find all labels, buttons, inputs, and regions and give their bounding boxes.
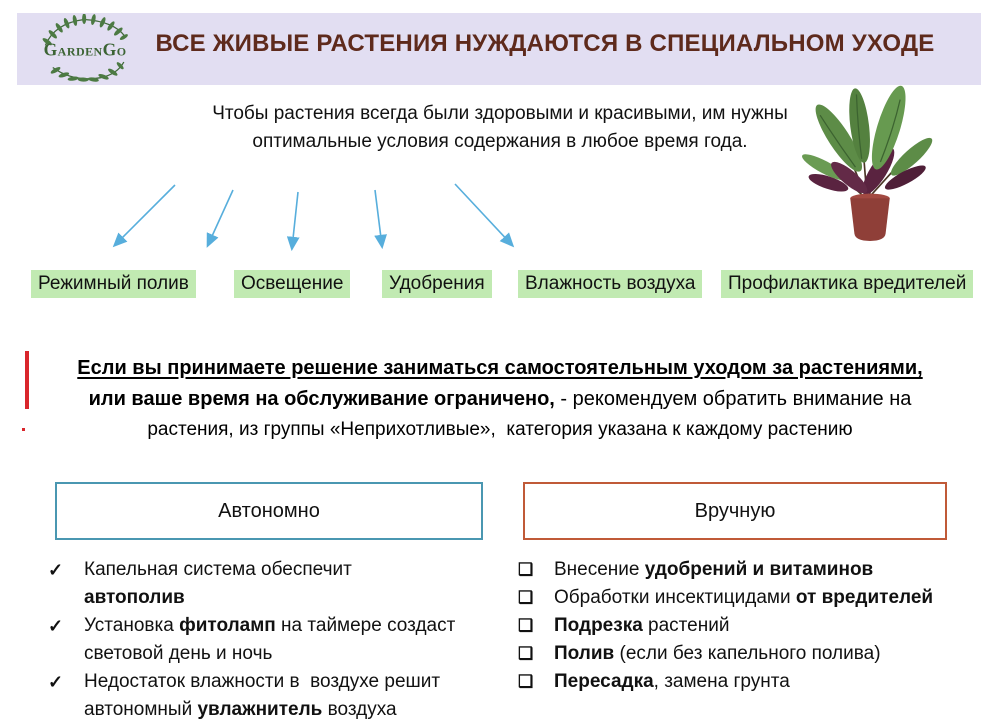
care-label-watering: Режимный полив — [31, 270, 196, 298]
care-label-fertilizer: Удобрения — [382, 270, 492, 298]
advice-line-3: растения, из группы «Неприхотливые», категория указана к каждому растению — [147, 419, 853, 440]
checkbox-icon: ❑ — [518, 644, 534, 663]
gardengo-wreath-icon — [30, 14, 142, 86]
pointer-arrows — [0, 165, 1000, 265]
manual-box — [523, 482, 947, 540]
intro-paragraph — [150, 100, 850, 156]
manual-box-title: Вручную — [694, 499, 776, 522]
gardengo-logo — [30, 14, 142, 86]
autonomous-box — [55, 482, 483, 540]
manual-list — [518, 556, 978, 696]
advice-line-2-rest: - рекомендуем обратить внимание на — [554, 388, 912, 410]
page-title: ВСЕ ЖИВЫЕ РАСТЕНИЯ НУЖДАЮТСЯ В СПЕЦИАЛЬНОМ УХОДЕ — [155, 30, 935, 57]
advice-paragraph — [40, 353, 960, 445]
red-accent-bar — [25, 351, 29, 409]
list-item: ✓ Капельная система обеспечит автополив — [48, 556, 468, 612]
list-item: ✓ Установка фитоламп на таймере создаст световой день и ночь — [48, 612, 468, 668]
list-item: ❑ Подрезка растений — [518, 612, 978, 640]
advice-line-2 — [40, 384, 960, 415]
checkbox-icon: ❑ — [518, 588, 534, 607]
arrow-icon-4 — [375, 190, 382, 246]
list-item: ❑ Внесение удобрений и витаминов — [518, 556, 978, 584]
intro-line-1: Чтобы растения всегда были здоровыми и красивыми, им нужны — [212, 103, 788, 124]
checkbox-icon: ❑ — [518, 672, 534, 691]
list-item: ✓ Недостаток влажности в воздухе решит автономный увлажнитель воздуха — [48, 668, 468, 724]
list-item: ❑ Обработки инсектицидами от вредителей — [518, 584, 978, 612]
red-accent-dot — [22, 428, 25, 431]
care-label-pests: Профилактика вредителей — [721, 270, 973, 298]
intro-line-2: оптимальные условия содержания в любое время года. — [252, 131, 748, 152]
care-label-lighting: Освещение — [234, 270, 350, 298]
checkmark-icon: ✓ — [48, 560, 64, 580]
checkbox-icon: ❑ — [518, 616, 534, 635]
list-item: ❑ Пересадка, замена грунта — [518, 668, 978, 696]
autonomous-list — [48, 556, 468, 724]
arrow-icon-3 — [292, 192, 298, 248]
logo-text: GardenGo — [43, 39, 127, 60]
advice-line-1: Если вы принимаете решение заниматься самостоятельным уходом за растениями, — [77, 357, 923, 379]
checkmark-icon: ✓ — [48, 616, 64, 636]
list-item: ❑ Полив (если без капельного полива) — [518, 640, 978, 668]
arrow-icon-1 — [115, 185, 175, 245]
arrow-icon-5 — [455, 184, 512, 245]
care-label-humidity: Влажность воздуха — [518, 270, 702, 298]
checkbox-icon: ❑ — [518, 560, 534, 579]
checkmark-icon: ✓ — [48, 672, 64, 692]
arrow-icon-2 — [208, 190, 233, 245]
advice-line-2-bold: или ваше время на обслуживание ограничено, — [88, 388, 555, 410]
autonomous-box-title: Автономно — [218, 499, 320, 522]
